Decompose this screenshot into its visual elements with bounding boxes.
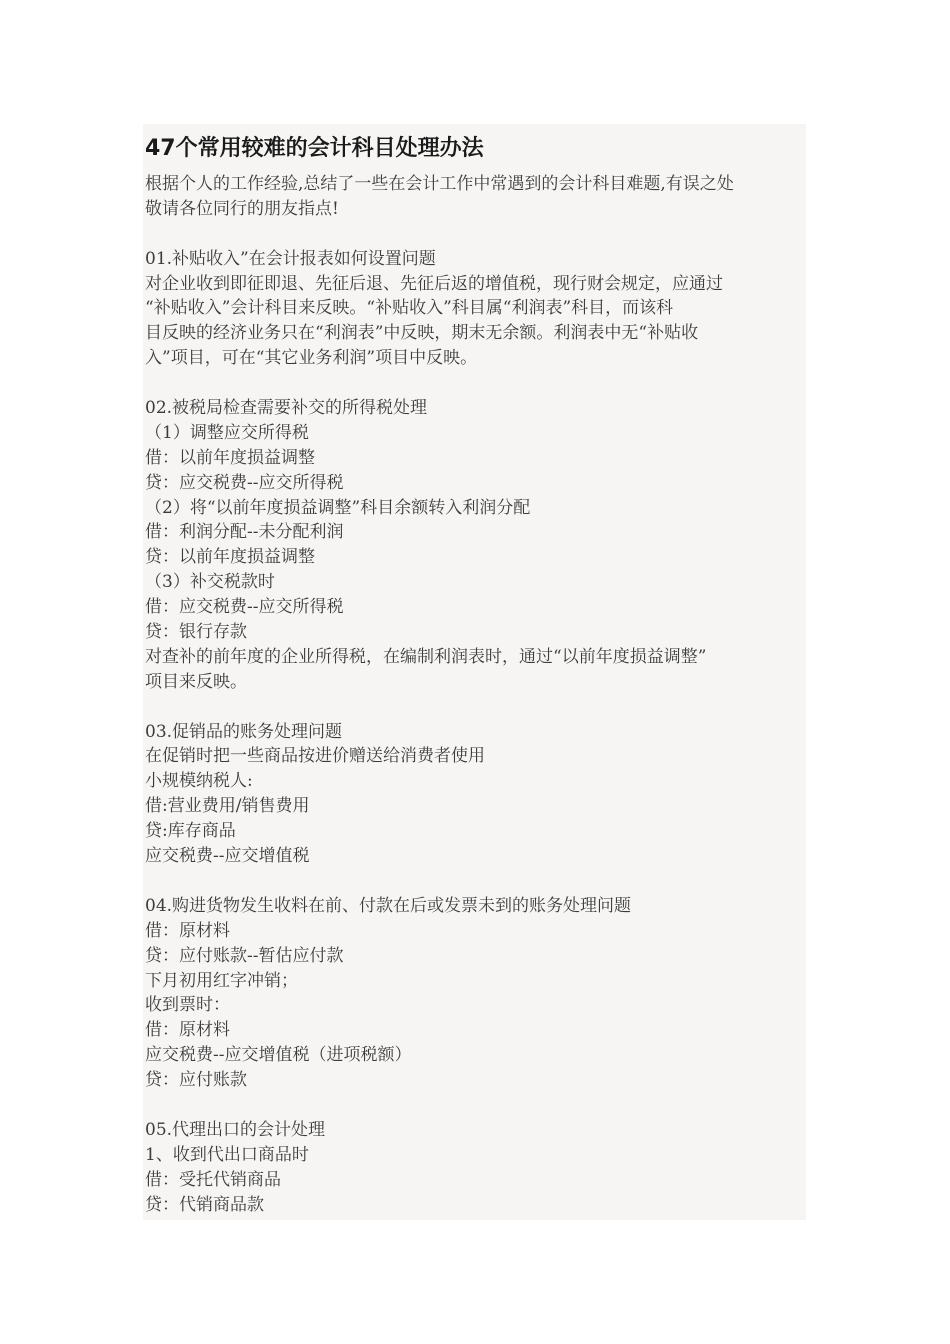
paragraph-gap: [145, 695, 805, 720]
body-line: 贷：应付账款: [145, 1070, 247, 1091]
body-line: 借：应交税费--应交所得税: [145, 597, 344, 618]
body-line: 借：原材料: [145, 1020, 230, 1041]
paragraph-gap: [145, 222, 805, 247]
body-line: （3）补交税款时: [145, 572, 275, 593]
body-line: 贷：代销商品款: [145, 1194, 264, 1215]
section-heading: 03.促销品的账务处理问题: [145, 721, 343, 742]
article-panel: [143, 124, 806, 1220]
paragraph-gap: [145, 371, 805, 396]
body-line: 借:营业费用/销售费用: [145, 796, 310, 817]
body-line: 贷：以前年度损益调整: [145, 547, 315, 568]
paragraph-gap: [145, 1093, 805, 1118]
body-line: 收到票时：: [145, 995, 230, 1016]
body-line: 贷:库存商品: [145, 821, 236, 842]
body-line: 贷：应交税费--应交所得税: [145, 472, 344, 493]
body-line: 下月初用红字冲销；: [145, 970, 298, 991]
article-body: [145, 172, 805, 1217]
body-line: 1、收到代出口商品时: [145, 1144, 309, 1165]
paragraph-gap: [145, 869, 805, 894]
body-line: 对查补的前年度的企业所得税，在编制利润表时，通过“以前年度损益调整”: [145, 646, 707, 667]
body-line: 借：原材料: [145, 920, 230, 941]
body-line: （1）调整应交所得税: [145, 422, 309, 443]
body-line: 入”项目，可在“其它业务利润”项目中反映。: [145, 348, 478, 369]
body-line: 对企业收到即征即退、先征后退、先征后返的增值税，现行财会规定，应通过: [145, 273, 723, 294]
section-heading: 01.补贴收入”在会计报表如何设置问题: [145, 248, 436, 269]
body-line: （2）将“以前年度损益调整”科目余额转入利润分配: [145, 497, 531, 518]
intro-line: 根据个人的工作经验,总结了一些在会计工作中常遇到的会计科目难题,有误之处: [145, 174, 734, 194]
body-line: 应交税费--应交增值税（进项税额）: [145, 1045, 412, 1066]
body-line: 应交税费--应交增值税: [145, 846, 310, 867]
section-heading: 05.代理出口的会计处理: [145, 1119, 326, 1140]
article-title: 47个常用较难的会计科目处理办法: [145, 136, 484, 161]
body-line: 在促销时把一些商品按进价赠送给消费者使用: [145, 746, 485, 767]
intro-line: 敬请各位同行的朋友指点!: [145, 198, 339, 219]
body-line: 贷：应付账款--暂估应付款: [145, 945, 344, 966]
body-line: 借：受托代销商品: [145, 1169, 281, 1190]
body-line: “补贴收入”会计科目来反映。“补贴收入”科目属“利润表”科目，而该科: [145, 298, 674, 319]
body-line: 目反映的经济业务只在“利润表”中反映，期末无余额。利润表中无“补贴收: [145, 323, 699, 344]
body-line: 小规模纳税人:: [145, 771, 253, 792]
body-line: 项目来反映。: [145, 671, 247, 692]
body-line: 借：以前年度损益调整: [145, 447, 315, 468]
section-heading: 02.被税局检查需要补交的所得税处理: [145, 398, 428, 419]
section-heading: 04.购进货物发生收料在前、付款在后或发票未到的账务处理问题: [145, 895, 632, 916]
body-line: 借：利润分配--未分配利润: [145, 522, 344, 543]
body-line: 贷：银行存款: [145, 622, 247, 643]
